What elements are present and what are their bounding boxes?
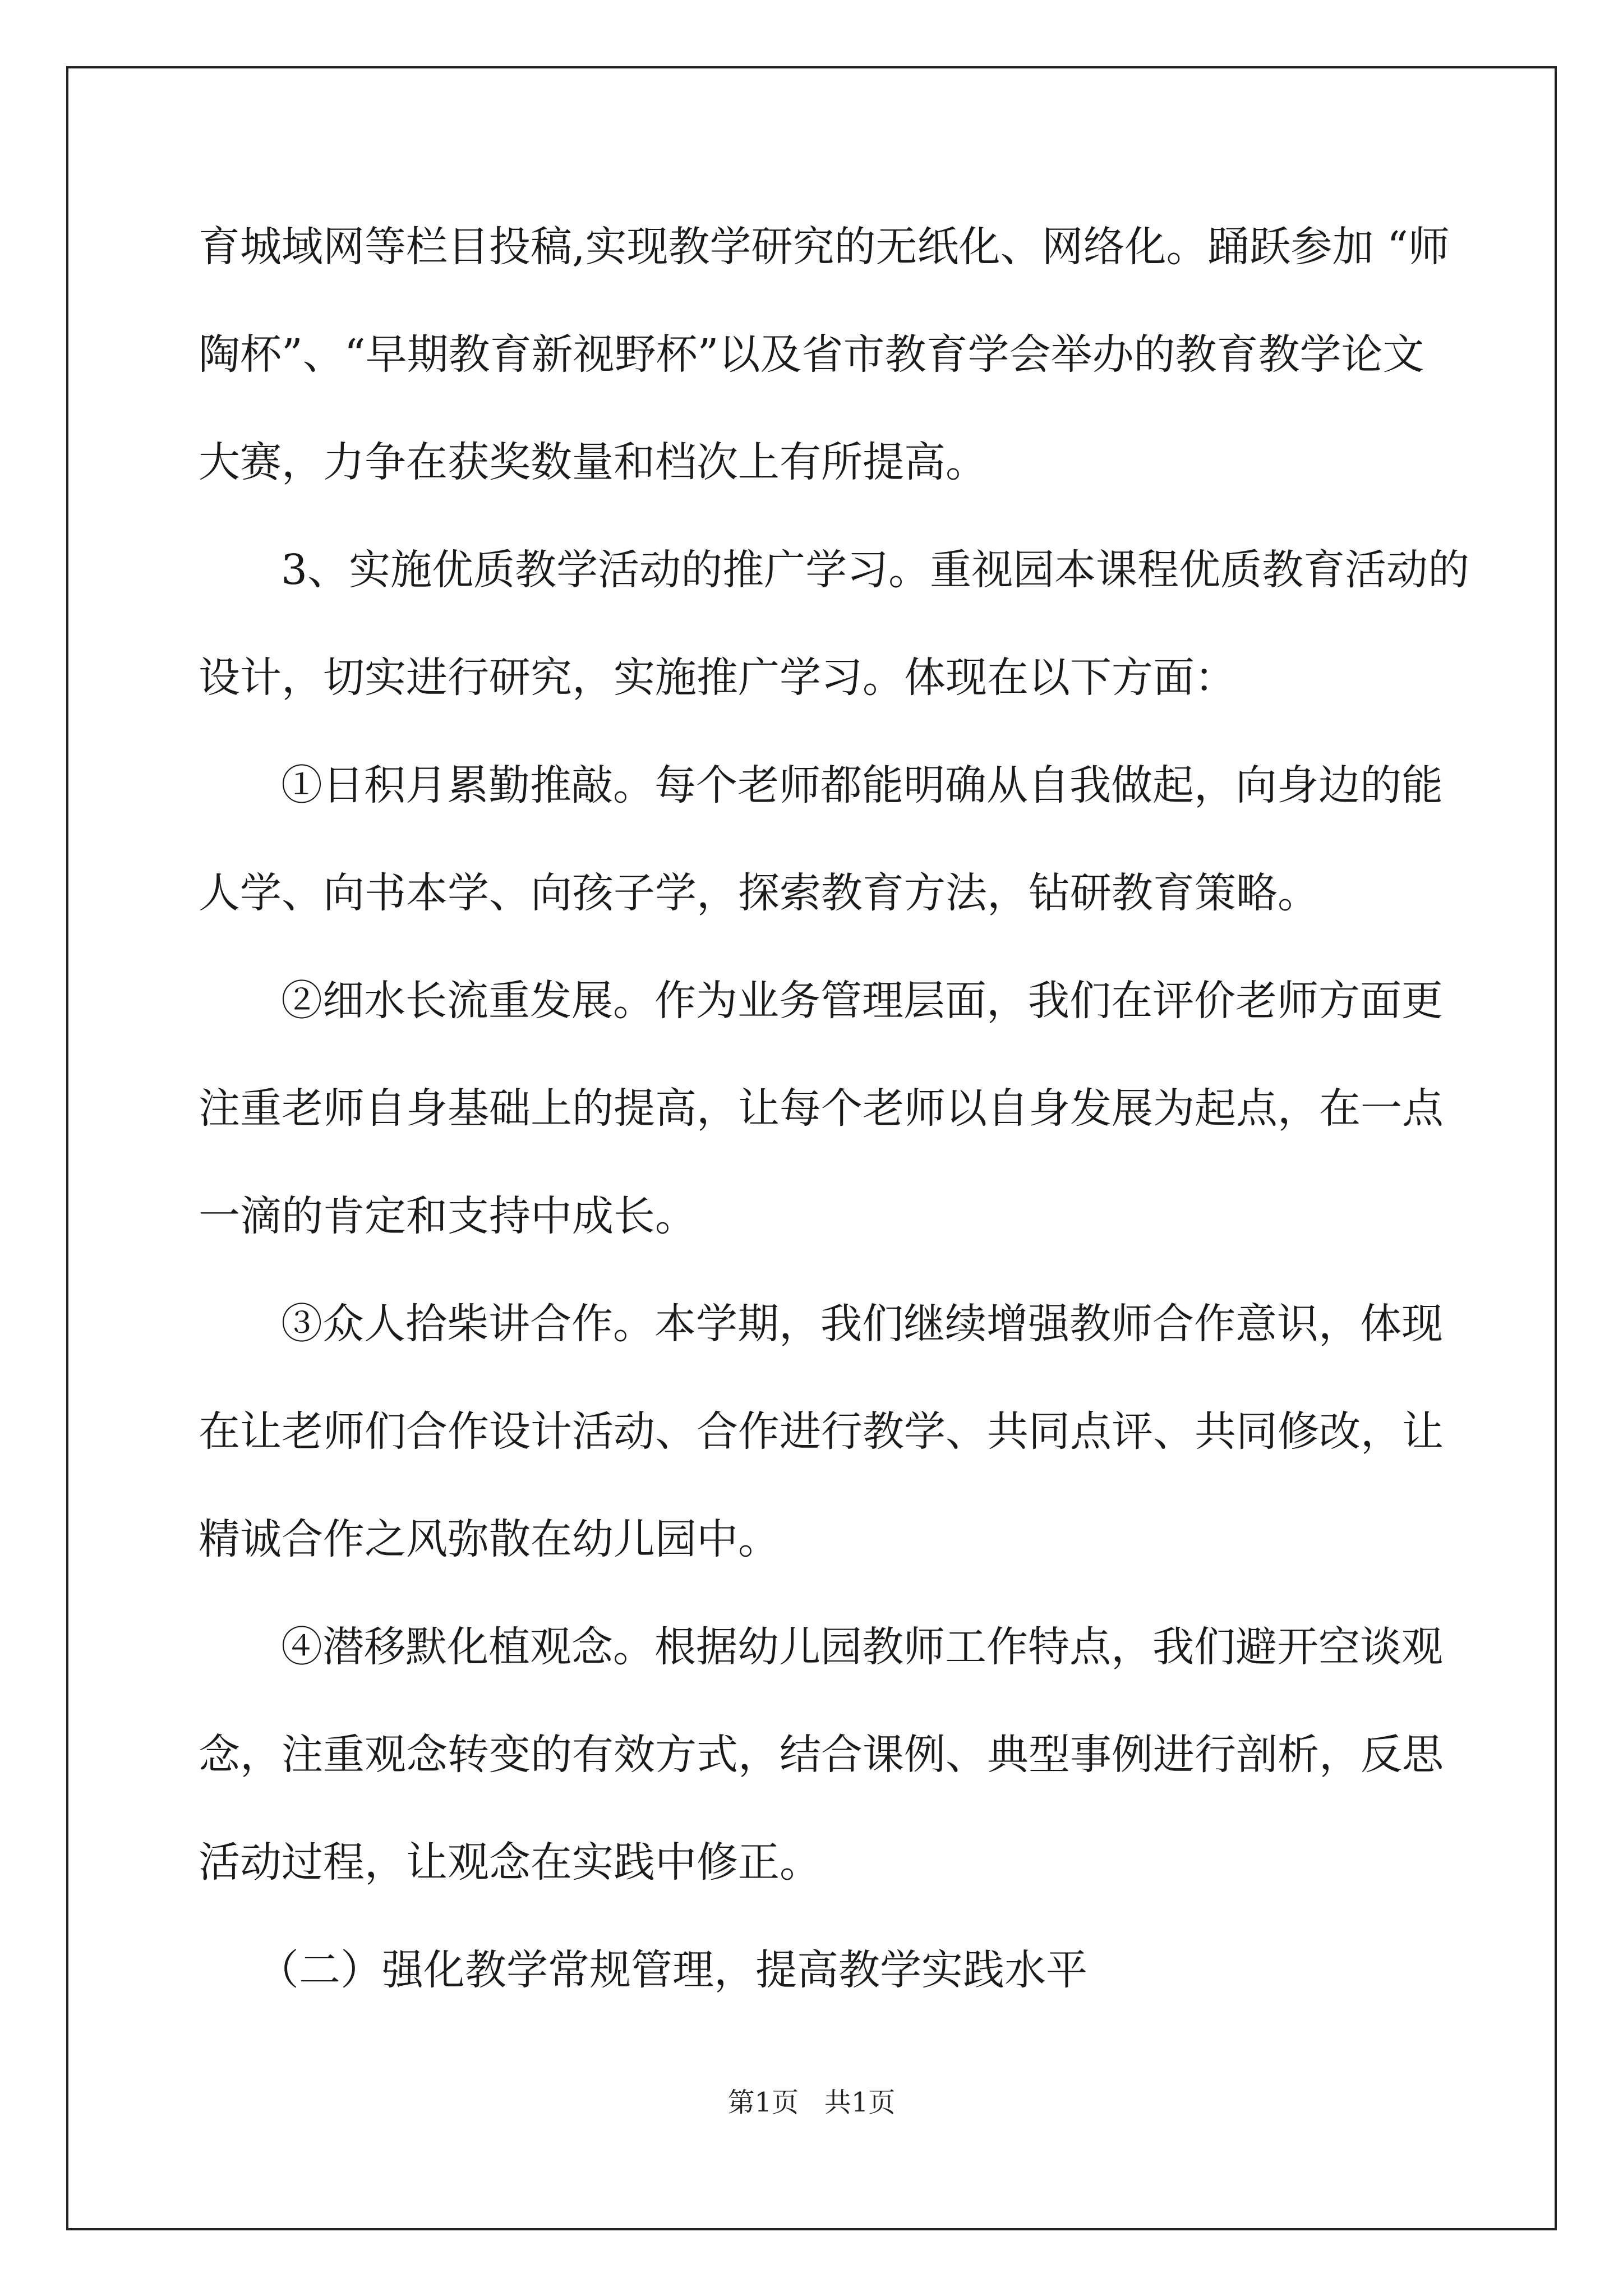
page-footer: [0, 2086, 1623, 2119]
paragraph-line: ④潜移默化植观念。根据幼儿园教师工作特点，我们避开空谈观: [281, 1623, 1443, 1671]
paragraph-line: 活动过程，让观念在实践中修正。: [199, 1838, 821, 1887]
paragraph-line: 3、实施优质教学活动的推广学习。重视园本课程优质教育活动的: [281, 546, 1470, 594]
paragraph-line: 大赛，力争在获奖数量和档次上有所提高。: [199, 438, 987, 486]
paragraph-line: 一滴的肯定和支持中成长。: [199, 1192, 697, 1240]
section-heading: （二）强化教学常规管理，提高教学实践水平: [257, 1946, 1087, 1994]
paragraph-line: 在让老师们合作设计活动、合作进行教学、共同点评、共同修改，让: [199, 1407, 1444, 1456]
page-border: [66, 66, 1557, 2230]
paragraph-line: ①日积月累勤推敲。每个老师都能明确从自我做起，向身边的能: [281, 761, 1443, 809]
paragraph-line: 注重老师自身基础上的提高，让每个老师以自身发展为起点，在一点: [199, 1084, 1444, 1133]
paragraph-line: 育城域网等栏目投稿,实现教学研究的无纸化、网络化。踊跃参加 “师: [199, 223, 1450, 271]
paragraph-line: 设计，切实进行研究，实施推广学习。体现在以下方面：: [199, 654, 1236, 702]
paragraph-line: 念，注重观念转变的有效方式，结合课例、典型事例进行剖析，反思: [199, 1731, 1444, 1779]
paragraph-line: 陶杯”、“早期教育新视野杯”以及省市教育学会举办的教育教学论文: [199, 330, 1424, 379]
paragraph-line: 精诚合作之风弥散在幼儿园中。: [199, 1515, 780, 1563]
paragraph-line: ③众人拾柴讲合作。本学期，我们继续增强教师合作意识，体现: [281, 1300, 1443, 1348]
paragraph-line: 人学、向书本学、向孩子学，探索教育方法，钻研教育策略。: [199, 869, 1319, 917]
page-number: 第1页 共1页: [727, 2087, 896, 2118]
paragraph-line: ②细水长流重发展。作为业务管理层面，我们在评价老师方面更: [281, 977, 1443, 1025]
